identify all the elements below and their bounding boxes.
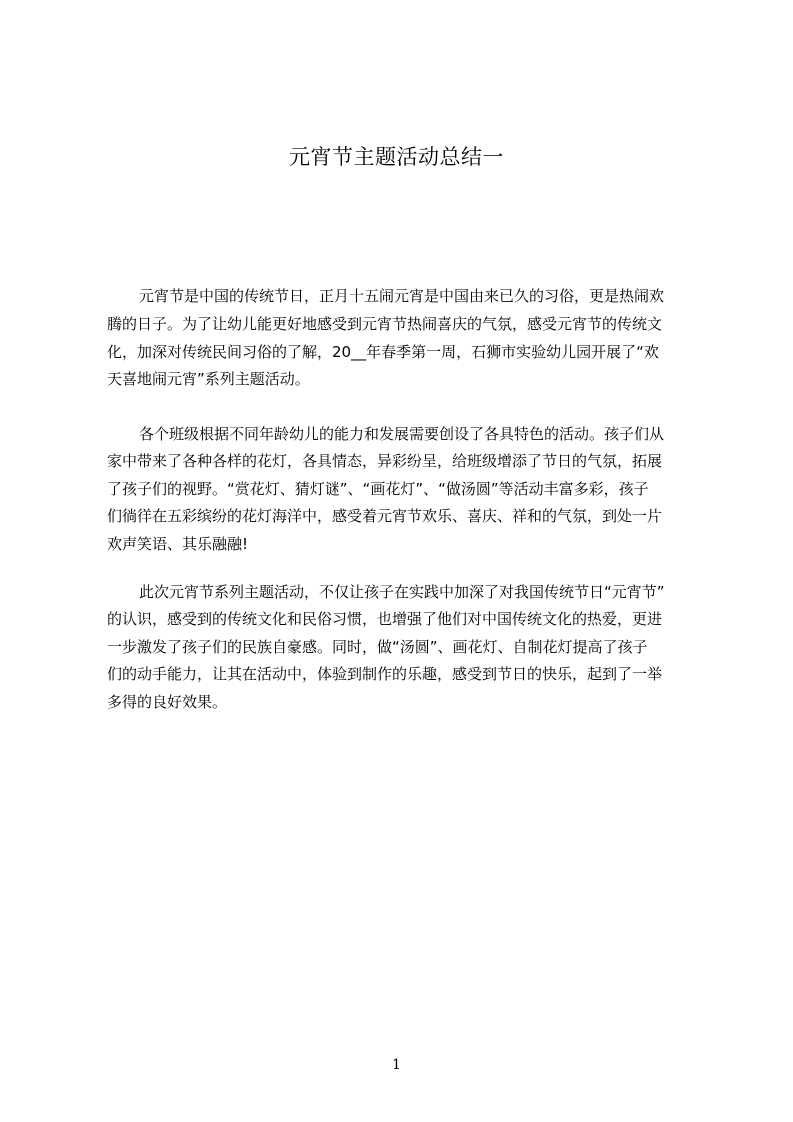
paragraph-3-line-2: 的认识，感受到的传统文化和民俗习惯，也增强了他们对中国传统文化的热爱，更进 — [107, 610, 663, 628]
paragraph-3-line-1: 此次元宵节系列主题活动，不仅让孩子在实践中加深了对我国传统节日“元宵节” — [139, 583, 665, 601]
paragraph-1-line-3: 化，加深对传统民间习俗的了解，20__年春季第一周，石狮市实验幼儿园开展了“欢 — [107, 343, 659, 361]
paragraph-2-line-1: 各个班级根据不同年龄幼儿的能力和发展需要创设了各具特色的活动。孩子们从 — [139, 425, 665, 443]
paragraph-2-line-2: 家中带来了各种各样的花灯，各具情态，异彩纷呈，给班级增添了节日的气氛，拓展 — [107, 452, 663, 470]
document-title: 元宵节主题活动总结一 — [289, 145, 504, 169]
paragraph-1-line-1: 元宵节是中国的传统节日，正月十五闹元宵是中国由来已久的习俗，更是热闹欢 — [139, 287, 665, 305]
page-number: 1 — [392, 1057, 401, 1073]
paragraph-2-line-3: 了孩子们的视野。“赏花灯、猜灯谜”、“画花灯”、“做汤圆”等活动丰富多彩，孩子 — [107, 480, 649, 498]
paragraph-3-line-4: 们的动手能力，让其在活动中，体验到制作的乐趣，感受到节日的快乐，起到了一举 — [107, 665, 663, 683]
paragraph-1-line-4: 天喜地闹元宵”系列主题活动。 — [107, 370, 310, 388]
paragraph-3-line-5: 多得的良好效果。 — [107, 693, 228, 711]
paragraph-3-line-3: 一步激发了孩子们的民族自豪感。同时，做“汤圆”、画花灯、自制花灯提高了孩子 — [107, 638, 648, 656]
paragraph-2-line-5: 欢声笑语、其乐融融! — [107, 535, 249, 553]
paragraph-2-line-4: 们徜徉在五彩缤纷的花灯海洋中，感受着元宵节欢乐、喜庆、祥和的气氛，到处一片 — [107, 507, 663, 525]
paragraph-1-line-2: 腾的日子。为了让幼儿能更好地感受到元宵节热闹喜庆的气氛，感受元宵节的传统文 — [107, 315, 663, 333]
